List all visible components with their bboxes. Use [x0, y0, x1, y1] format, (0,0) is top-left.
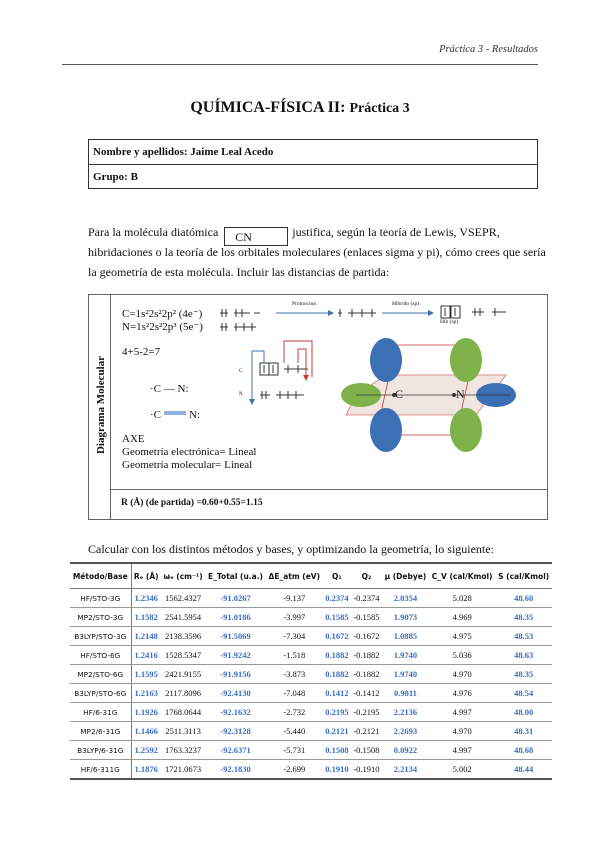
value-cell: 0.0922 — [382, 741, 429, 760]
value-cell: -0.2121 — [351, 722, 382, 741]
method-cell: B3LYP/6-31G — [70, 741, 131, 760]
value-cell: 0.1882 — [323, 665, 351, 684]
starting-distance: R (Å) (de partida) =0.60+0.55=1.15 — [121, 498, 263, 508]
value-cell: 1721.0673 — [161, 760, 205, 780]
value-cell: 48.31 — [495, 722, 552, 741]
table-header-cell: ΔE_atm (eV) — [266, 563, 323, 589]
value-cell: 5.036 — [429, 646, 495, 665]
table-row — [70, 703, 552, 722]
value-cell: 1.9073 — [382, 608, 429, 627]
nitrogen-config: N=1s²2s²2p³ (5e⁻) — [122, 321, 203, 333]
value-cell: 0.2195 — [323, 703, 351, 722]
axe-label: AXE — [122, 433, 145, 445]
value-cell: -7.048 — [266, 684, 323, 703]
value-cell: 48.53 — [495, 627, 552, 646]
value-cell: 1.1466 — [131, 722, 161, 741]
value-cell: -0.1412 — [351, 684, 382, 703]
small-n-label: N — [239, 392, 243, 397]
value-cell: 4.969 — [429, 608, 495, 627]
value-cell: -91.9242 — [205, 646, 266, 665]
value-cell: -9.137 — [266, 589, 323, 608]
value-cell: -5.731 — [266, 741, 323, 760]
orbital-n-label: N — [456, 387, 465, 401]
value-cell: -2.699 — [266, 760, 323, 780]
table-row — [70, 608, 552, 627]
method-cell: B3LYP/STO-6G — [70, 684, 131, 703]
value-cell: -0.1882 — [351, 646, 382, 665]
table-row — [70, 760, 552, 780]
value-cell: 1.9740 — [382, 646, 429, 665]
value-cell: -91.5069 — [205, 627, 266, 646]
value-cell: 1528.5347 — [161, 646, 205, 665]
value-cell: -92.4130 — [205, 684, 266, 703]
table-header-cell: E_Total (u.a.) — [205, 563, 266, 589]
question-post: justifica, según la teoría de Lewis, VSEPR, — [292, 225, 500, 239]
value-cell: -2.732 — [266, 703, 323, 722]
value-cell: 1.1876 — [131, 760, 161, 780]
value-cell: 48.60 — [495, 589, 552, 608]
value-cell: 2511.3113 — [161, 722, 205, 741]
method-cell: MP2/6-31G — [70, 722, 131, 741]
promoted-orbitals — [338, 309, 376, 317]
table-header-cell: C_V (cal/Kmol) — [429, 563, 495, 589]
value-cell: 2117.8096 — [161, 684, 205, 703]
value-cell: 4.997 — [429, 703, 495, 722]
header-rule — [62, 64, 538, 65]
value-cell: 2.0354 — [382, 589, 429, 608]
value-cell: -0.1910 — [351, 760, 382, 780]
lewis-n-2: N — [189, 409, 197, 421]
diagram-divider — [110, 489, 547, 490]
value-cell: 48.68 — [495, 741, 552, 760]
value-cell: -5.440 — [266, 722, 323, 741]
method-cell: HF/STO-3G — [70, 589, 131, 608]
document-title — [0, 99, 600, 117]
question-text — [88, 222, 544, 282]
method-cell: HF/STO-6G — [70, 646, 131, 665]
value-cell: -91.0267 — [205, 589, 266, 608]
hybrid-label-2: Hib (sp) — [440, 319, 459, 325]
table-body — [70, 589, 552, 780]
table-row — [70, 646, 552, 665]
value-cell: 0.1882 — [323, 646, 351, 665]
value-cell: 0.1412 — [323, 684, 351, 703]
question-line-3: la geometría de esta molécula. Incluir las distancias de partida: — [88, 265, 390, 279]
molecular-diagram — [88, 294, 548, 520]
value-cell: 1763.3237 — [161, 741, 205, 760]
value-cell: -1.518 — [266, 646, 323, 665]
lewis-n-1: N — [177, 383, 186, 395]
diagram-content — [110, 295, 547, 489]
value-cell: 48.44 — [495, 760, 552, 780]
table-header-cell: Q₁ — [323, 563, 351, 589]
page-header: Práctica 3 - Resultados — [439, 44, 538, 55]
value-cell: 0.2374 — [323, 589, 351, 608]
diagram-side-cell — [89, 295, 111, 519]
value-cell: -91.0186 — [205, 608, 266, 627]
table-header-cell: Método/Base — [70, 563, 131, 589]
value-cell: 1.2346 — [131, 589, 161, 608]
value-cell: -0.1508 — [351, 741, 382, 760]
value-cell: 4.975 — [429, 627, 495, 646]
value-cell: 1.2148 — [131, 627, 161, 646]
electron-count: 4+5-2=7 — [122, 346, 161, 358]
title-sub: Práctica 3 — [349, 101, 410, 116]
triple-bond-bar — [164, 411, 186, 415]
value-cell: 5.028 — [429, 589, 495, 608]
value-cell: 0.1585 — [323, 608, 351, 627]
lewis-structure-1: ·C — N: — [150, 383, 189, 395]
student-group: Grupo: B — [89, 164, 537, 188]
promotion-label: Promocion — [292, 301, 317, 307]
value-cell: 48.35 — [495, 608, 552, 627]
title-main: QUÍMICA-FÍSICA II: — [190, 99, 346, 116]
value-cell: 0.2121 — [323, 722, 351, 741]
value-cell: 1.2163 — [131, 684, 161, 703]
value-cell: 0.9811 — [382, 684, 429, 703]
electronic-geometry: Geometría electrónica= Lineal — [122, 446, 257, 458]
table-header-row — [70, 563, 552, 589]
value-cell: 0.1910 — [323, 760, 351, 780]
value-cell: 1.2592 — [131, 741, 161, 760]
table-row — [70, 665, 552, 684]
value-cell: 4.970 — [429, 665, 495, 684]
method-cell: MP2/STO-3G — [70, 608, 131, 627]
table-row — [70, 589, 552, 608]
value-cell: -7.304 — [266, 627, 323, 646]
promotion-arrowhead — [328, 310, 334, 316]
value-cell: 48.63 — [495, 646, 552, 665]
value-cell: 48.54 — [495, 684, 552, 703]
value-cell: -92.3128 — [205, 722, 266, 741]
value-cell: -92.1632 — [205, 703, 266, 722]
value-cell: -92.1830 — [205, 760, 266, 780]
method-cell: HF/6-31G — [70, 703, 131, 722]
value-cell: 2.2693 — [382, 722, 429, 741]
value-cell: 2.2136 — [382, 703, 429, 722]
lewis-c-2: C — [153, 409, 162, 421]
results-table — [70, 562, 552, 780]
value-cell: 1.9740 — [382, 665, 429, 684]
value-cell: 2138.3596 — [161, 627, 205, 646]
student-info-box — [88, 139, 538, 189]
table-header-cell: ωₑ (cm⁻¹) — [161, 563, 205, 589]
table-row — [70, 627, 552, 646]
value-cell: -0.1882 — [351, 665, 382, 684]
table-header-cell: S (cal/Kmol) — [495, 563, 552, 589]
value-cell: 0.1672 — [323, 627, 351, 646]
table-row — [70, 684, 552, 703]
value-cell: 1.1926 — [131, 703, 161, 722]
value-cell: -91.9156 — [205, 665, 266, 684]
value-cell: 2.2134 — [382, 760, 429, 780]
table-header-cell: Q₂ — [351, 563, 382, 589]
value-cell: -0.1672 — [351, 627, 382, 646]
table-row — [70, 722, 552, 741]
value-cell: 1.2416 — [131, 646, 161, 665]
hybrid-label: Hibrido (sp) — [392, 301, 420, 307]
molecule-box: CN — [224, 227, 288, 246]
value-cell: -92.6371 — [205, 741, 266, 760]
value-cell: 1.1595 — [131, 665, 161, 684]
orbital-c-label: C — [395, 387, 404, 401]
value-cell: 2421.9155 — [161, 665, 205, 684]
value-cell: 0.1508 — [323, 741, 351, 760]
bonding-scheme-svg — [218, 333, 328, 423]
question-pre: Para la molécula diatómica — [88, 225, 219, 239]
value-cell: 4.997 — [429, 741, 495, 760]
calc-intro: Calcular con los distintos métodos y bases, y optimizando la geometría, lo siguiente: — [88, 542, 494, 556]
method-cell: MP2/STO-6G — [70, 665, 131, 684]
value-cell: 1768.0644 — [161, 703, 205, 722]
value-cell: 1562.4327 — [161, 589, 205, 608]
value-cell: 1.0885 — [382, 627, 429, 646]
value-cell: 4.970 — [429, 722, 495, 741]
value-cell: 5.002 — [429, 760, 495, 780]
value-cell: 4.976 — [429, 684, 495, 703]
value-cell: 48.35 — [495, 665, 552, 684]
lewis-structure-2: ·C N: — [150, 409, 201, 421]
nitrogen-orbitals — [220, 323, 256, 331]
carbon-orbitals — [220, 309, 260, 317]
molecular-geometry: Geometría molecular= Lineal — [122, 459, 253, 471]
question-line-2: hibridaciones o la teoría de los orbitales moleculares (enlaces sigma y pi), cómo crees que sería — [88, 245, 546, 259]
carbon-config: C=1s²2s²2p² (4e⁻) — [122, 308, 203, 320]
value-cell: -3.997 — [266, 608, 323, 627]
method-cell: HF/6-311G — [70, 760, 131, 780]
value-cell: -3.873 — [266, 665, 323, 684]
orbital-3d-svg — [336, 325, 526, 465]
value-cell: 2541.5954 — [161, 608, 205, 627]
value-cell: 48.00 — [495, 703, 552, 722]
table-row — [70, 741, 552, 760]
value-cell: -0.1585 — [351, 608, 382, 627]
method-cell: B3LYP/STO-3G — [70, 627, 131, 646]
small-c-label: C — [239, 369, 243, 374]
lewis-c-1: C — [153, 383, 162, 395]
table-header-cell: Rₑ (Å) — [131, 563, 161, 589]
value-cell: 1.1582 — [131, 608, 161, 627]
hybrid-arrowhead — [428, 310, 434, 316]
value-cell: -0.2374 — [351, 589, 382, 608]
value-cell: -0.2195 — [351, 703, 382, 722]
student-name: Nombre y apellidos: Jaime Leal Acedo — [93, 146, 274, 158]
table-header-cell: μ (Debye) — [382, 563, 429, 589]
diagram-side-label: Diagrama Molecular — [95, 355, 107, 455]
